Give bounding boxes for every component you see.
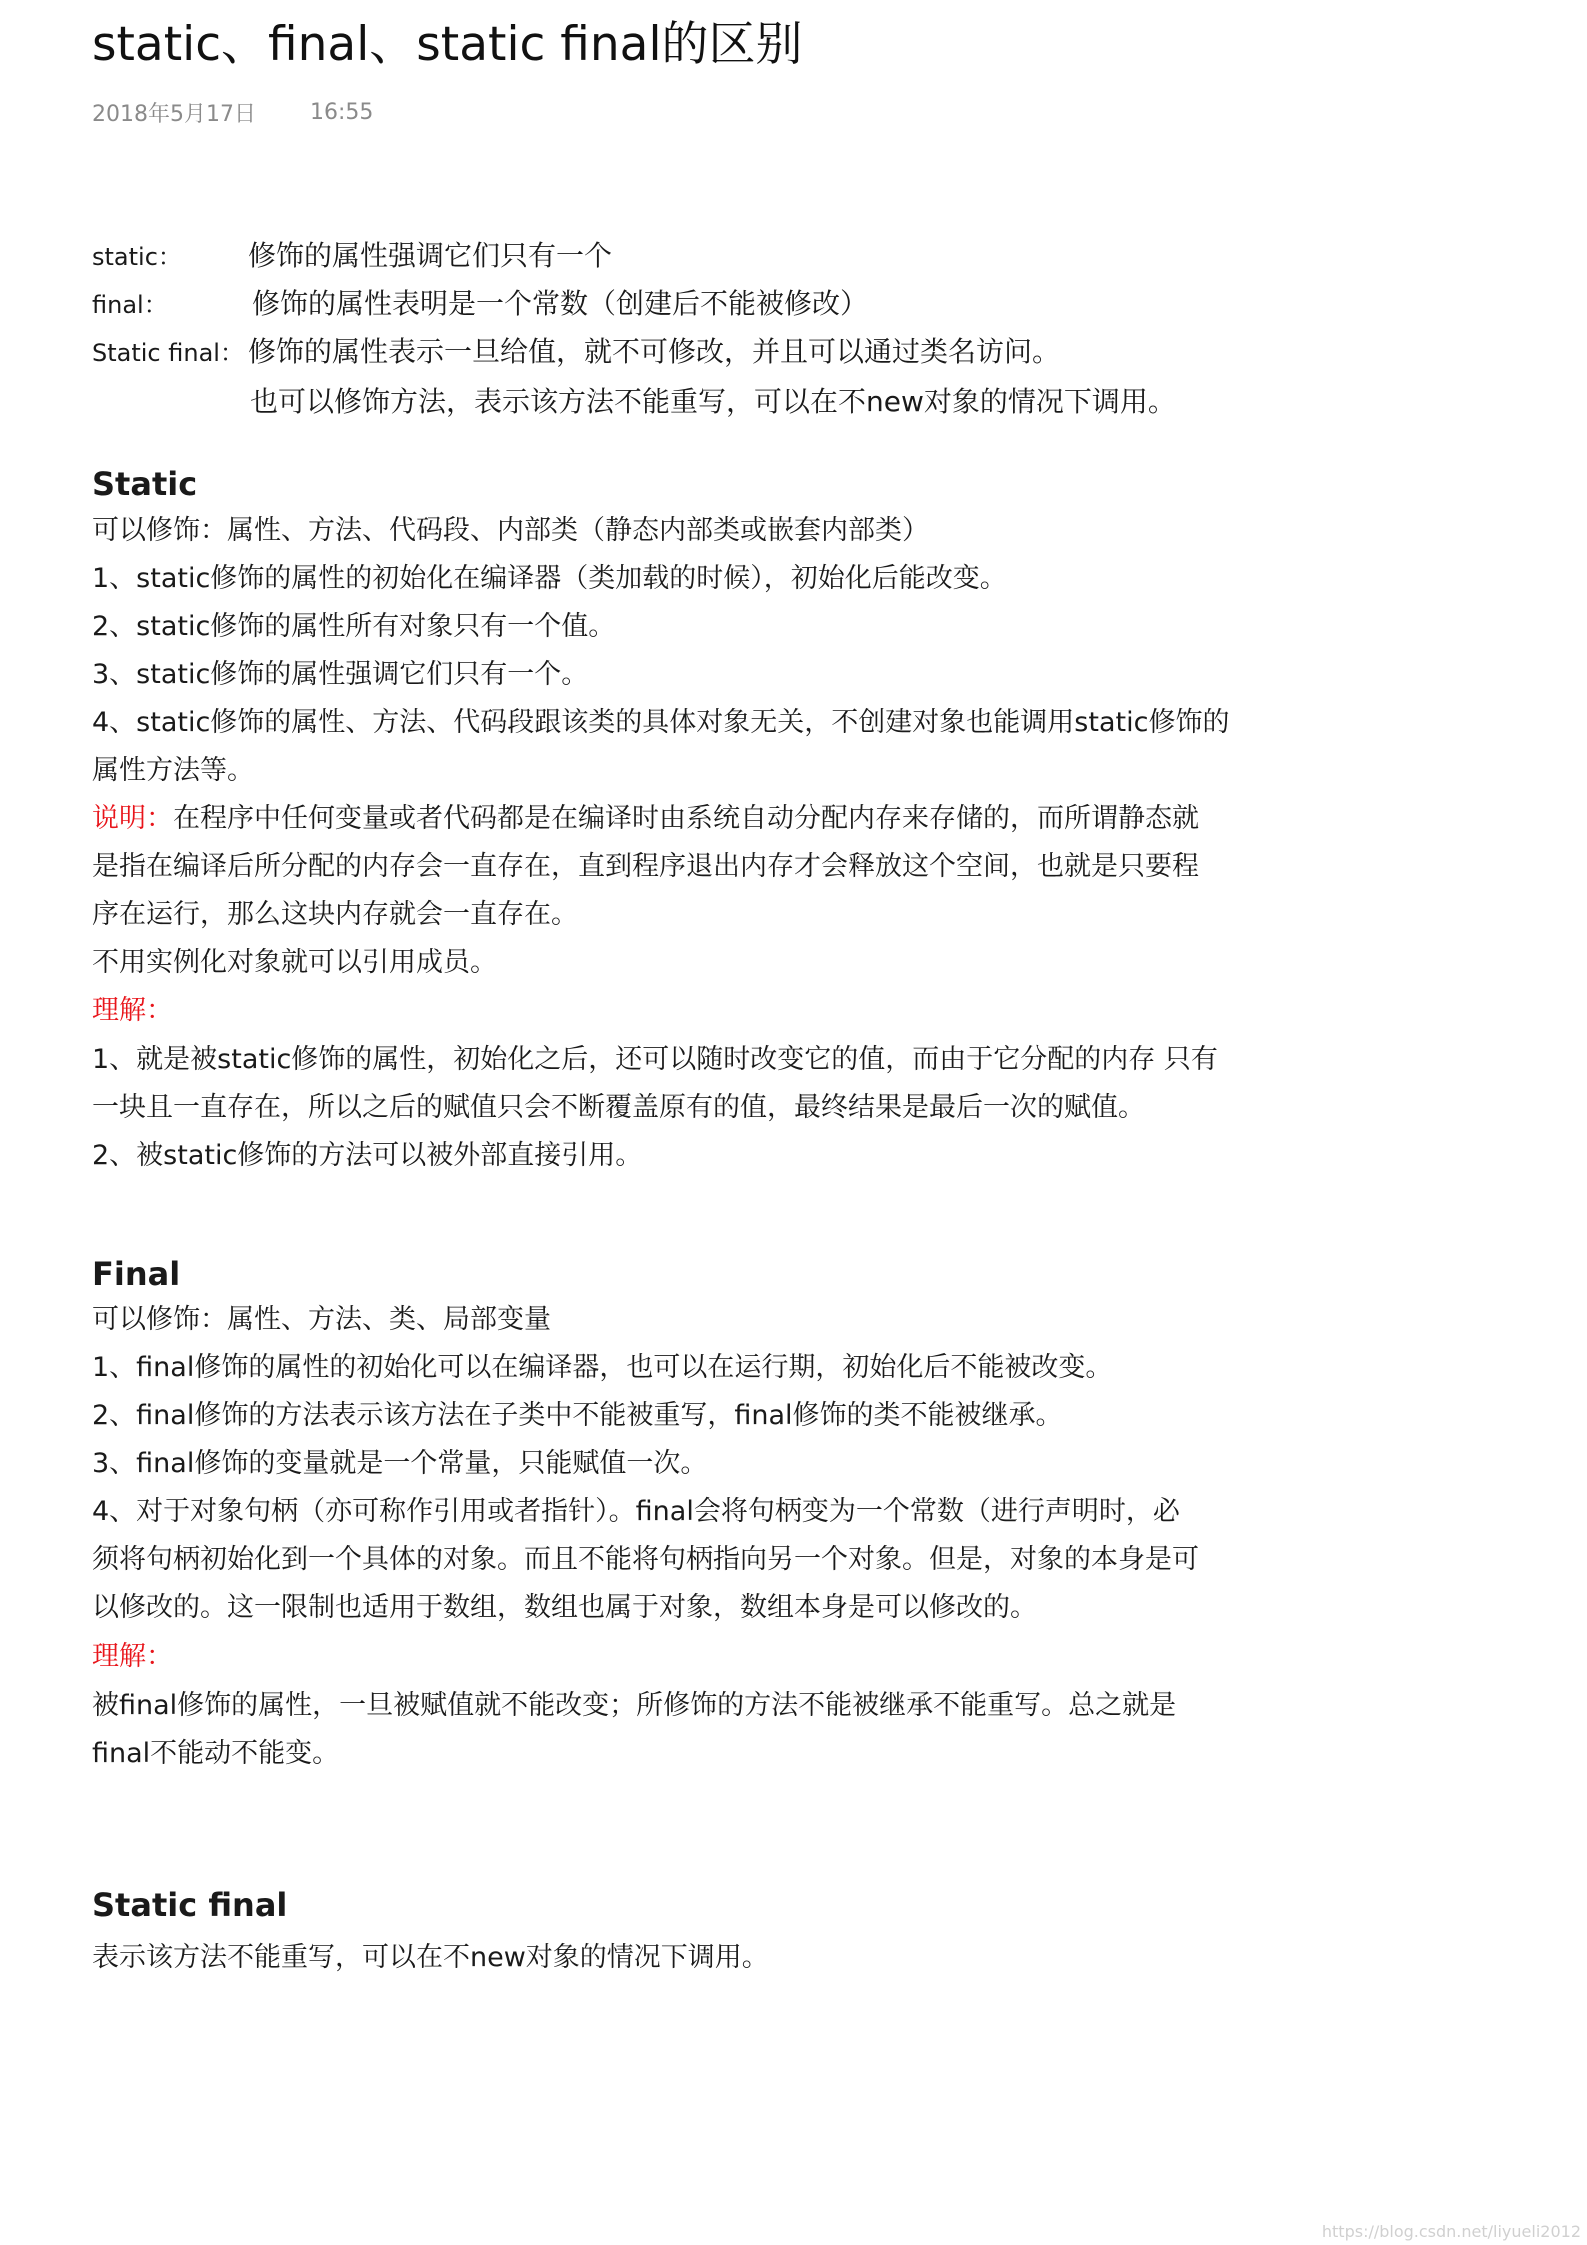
section-heading-final: Final	[92, 1255, 181, 1293]
static-line: 属性方法等。	[92, 755, 254, 786]
final-understand-line: 被final修饰的属性，一旦被赋值就不能改变；所修饰的方法不能被继承不能重写。总之就是	[92, 1690, 1177, 1721]
section-heading-static-final: Static final	[92, 1886, 288, 1924]
static-line: 4、static修饰的属性、方法、代码段跟该类的具体对象无关，不创建对象也能调用static修饰的	[92, 707, 1230, 738]
static-understand-line: 1、就是被static修饰的属性，初始化之后，还可以随时改变它的值，而由于它分配的内存 只有	[92, 1044, 1218, 1075]
def-text-static-final: 修饰的属性表示一旦给值，就不可修改，并且可以通过类名访问。	[248, 335, 1061, 368]
def-key-final: final：	[92, 291, 168, 319]
def-key-static: static：	[92, 243, 182, 271]
static-line: 1、static修饰的属性的初始化在编译器（类加载的时候），初始化后能改变。	[92, 563, 1007, 594]
static-final-line: 表示该方法不能重写，可以在不new对象的情况下调用。	[92, 1942, 769, 1973]
final-understand-line: final不能动不能变。	[92, 1738, 340, 1769]
def-text-static-final-cont: 也可以修饰方法，表示该方法不能重写，可以在不new对象的情况下调用。	[250, 385, 1176, 418]
final-line: 2、final修饰的方法表示该方法在子类中不能被重写，final修饰的类不能被继承。	[92, 1400, 1063, 1431]
static-note-line: 是指在编译后所分配的内存会一直存在，直到程序退出内存才会释放这个空间，也就是只要程	[92, 851, 1199, 882]
static-understand-line: 一块且一直存在，所以之后的赋值只会不断覆盖原有的值，最终结果是最后一次的赋值。	[92, 1092, 1145, 1123]
static-note-line: 不用实例化对象就可以引用成员。	[92, 947, 497, 978]
section-heading-static: Static	[92, 465, 198, 503]
def-key-static-final: Static final：	[92, 339, 244, 367]
final-line: 3、final修饰的变量就是一个常量，只能赋值一次。	[92, 1448, 708, 1479]
note-label: 说明：	[92, 803, 173, 834]
def-text-static: 修饰的属性强调它们只有一个	[248, 239, 613, 272]
final-line: 可以修饰：属性、方法、类、局部变量	[92, 1304, 551, 1335]
watermark: https://blog.csdn.net/liyueli2012	[1321, 2222, 1581, 2241]
def-text-final: 修饰的属性表明是一个常数（创建后不能被修改）	[252, 287, 869, 320]
final-line: 1、final修饰的属性的初始化可以在编译器，也可以在运行期，初始化后不能被改变。	[92, 1352, 1113, 1383]
final-line: 须将句柄初始化到一个具体的对象。而且不能将句柄指向另一个对象。但是，对象的本身是可	[92, 1544, 1199, 1575]
post-time: 16:55	[310, 100, 374, 125]
static-line: 3、static修饰的属性强调它们只有一个。	[92, 659, 589, 690]
page-title: static、final、static final的区别	[92, 17, 803, 72]
static-understand-line: 2、被static修饰的方法可以被外部直接引用。	[92, 1140, 643, 1171]
final-line: 4、对于对象句柄（亦可称作引用或者指针）。final会将句柄变为一个常数（进行声明时，必	[92, 1496, 1180, 1527]
post-date: 2018年5月17日	[92, 102, 256, 127]
static-note-line: 说明：在程序中任何变量或者代码都是在编译时由系统自动分配内存来存储的，而所谓静态就	[92, 803, 1199, 834]
static-line: 可以修饰：属性、方法、代码段、内部类（静态内部类或嵌套内部类）	[92, 515, 929, 546]
understanding-label: 理解：	[92, 995, 173, 1026]
final-line: 以修改的。这一限制也适用于数组，数组也属于对象，数组本身是可以修改的。	[92, 1592, 1037, 1623]
static-note-line: 序在运行，那么这块内存就会一直存在。	[92, 899, 578, 930]
static-line: 2、static修饰的属性所有对象只有一个值。	[92, 611, 616, 642]
understanding-label: 理解：	[92, 1641, 173, 1672]
